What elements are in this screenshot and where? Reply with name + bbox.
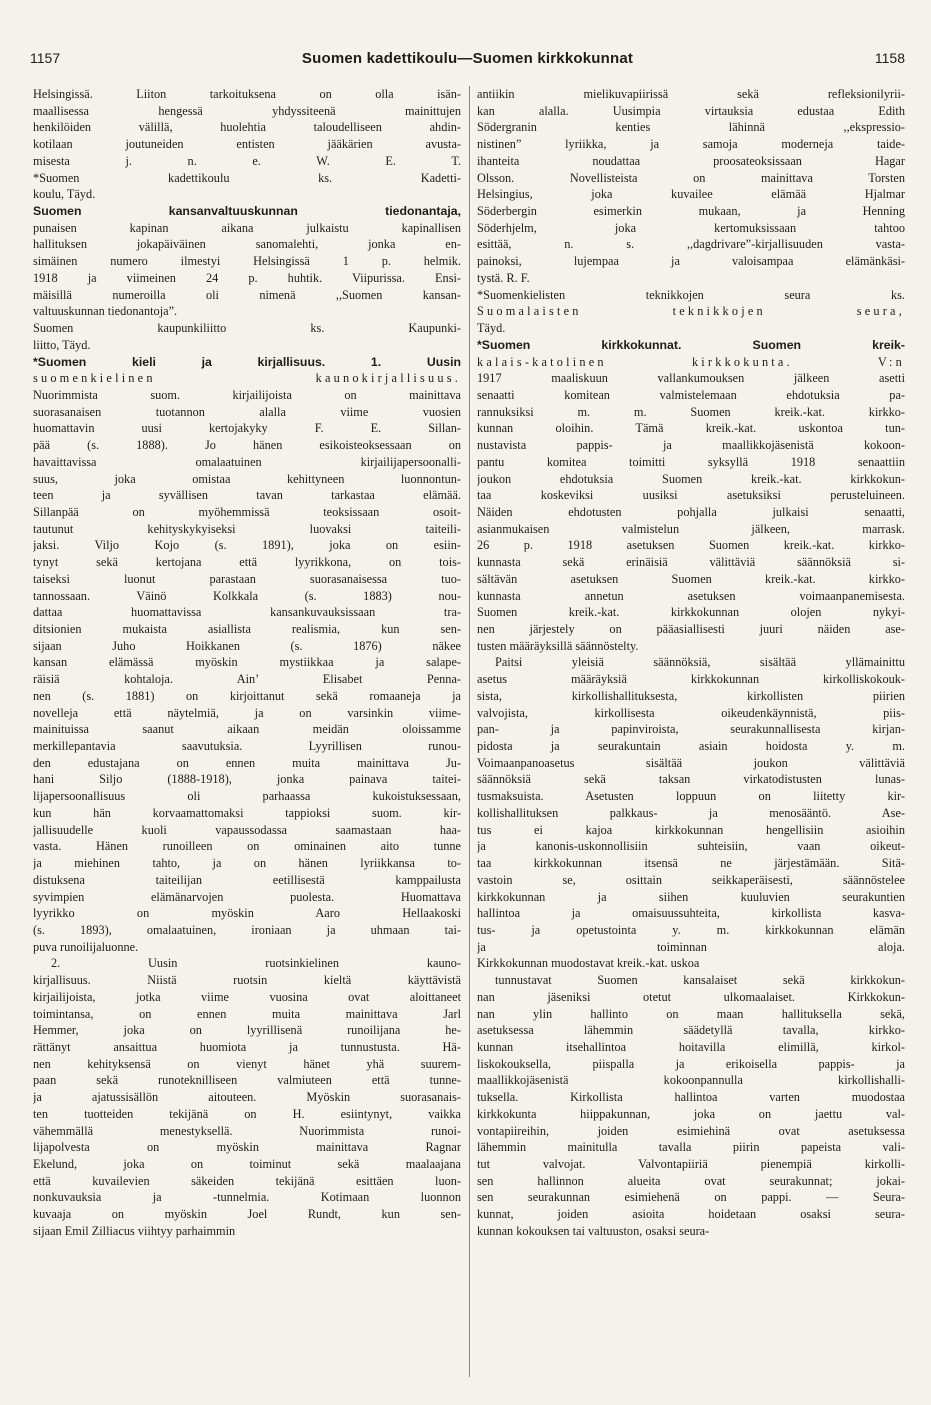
right-text-line: kunnan oloihin. Tämä kreik.-kat. uskontoa tun- bbox=[477, 421, 905, 436]
right-text-line: kunnasta annetun asetuksen voimaanpanemisesta. bbox=[477, 588, 905, 603]
left-text-line: että kuvailevien säkeiden tekijänä esittäen luon- bbox=[33, 1173, 461, 1188]
right-text-line: säännöksiä sekä taksan virkatodistusten lunas- bbox=[477, 772, 905, 787]
right-text-line: Söderhjelm, joka kertomuksissaan tahtoo bbox=[477, 220, 905, 235]
left-text-line: teen ja syvällisen tavan tarkastaa elämää. bbox=[33, 488, 461, 503]
right-text-line: Suomen kreik.-kat. kirkkokunnan olojen nykyi- bbox=[477, 605, 905, 620]
right-text-line: maallikkojäsenistä kokoonpannulla kirkollishalli- bbox=[477, 1073, 905, 1088]
right-text-line: Olsson. Novellisteista on mainittava Torsten bbox=[477, 170, 905, 185]
left-text-line: jallisuudelle kuoli vapaussodassa saamastaan haa- bbox=[33, 822, 461, 837]
left-text-line: ja ajatussisällön aitouteen. Myöskin suorasanais- bbox=[33, 1090, 461, 1105]
right-text-line: *Suomen kirkkokunnat. Suomen kreik- bbox=[477, 337, 905, 352]
left-text-line: Hemmer, joka on lyyrillisenä runoilijana he- bbox=[33, 1023, 461, 1038]
right-text-line: lähemmin mainitulla tavalla piirin papeista vali- bbox=[477, 1140, 905, 1155]
running-title bbox=[302, 50, 633, 67]
right-text-line: sältävän asetuksen Suomen kreik.-kat. kirkko- bbox=[477, 571, 905, 586]
text-columns bbox=[33, 86, 905, 1377]
right-text-line: sen hallinnon alueita ovat seurakunnat; jokai- bbox=[477, 1173, 905, 1188]
left-page-number: 1157 bbox=[30, 50, 61, 66]
right-text-line: tut valvojat. Valvontapiiriä pienempiä kirkolli- bbox=[477, 1157, 905, 1171]
right-text-line: taa koskeviksi uusiksi asetuksiksi perusteluineen. bbox=[477, 488, 905, 503]
left-text-line: kirjailijoista, jotka viime vuosina ovat aloittaneet bbox=[33, 989, 461, 1004]
right-text-line: kunnasta sekä erinäisiä välittäviä säännöksiä si- bbox=[477, 555, 905, 570]
left-text-line: vasta. Hänen runoilleen on ominainen aito tunne bbox=[33, 839, 461, 854]
left-text-line: kirjallisuus. Niistä ruotsin kieltä käyttävistä bbox=[33, 973, 461, 988]
right-text-line: sista, kirkollishallituksesta, kirkollisten piirien bbox=[477, 688, 905, 703]
left-text-line: maallisessa hengessä yhdyssiteenä mainittujen bbox=[33, 103, 461, 118]
right-text-line: tunnustavat Suomen kansalaiset sekä kirkkokun- bbox=[495, 973, 905, 988]
left-text-line: suus, joka omistaa kehittyneen luonnontun- bbox=[33, 471, 461, 486]
left-text-line: suorasanaisen tuotannon alalla viime vuosien bbox=[33, 404, 461, 419]
left-text-line: kuvaaja on myöskin Joel Rundt, kun sen- bbox=[33, 1207, 461, 1222]
left-text-line: punaisen kapinan aikana julkaistu kapinallisen bbox=[33, 220, 461, 235]
right-text-line: joukon ehdotuksia Suomen kreik.-kat. kirkkokun- bbox=[477, 471, 905, 486]
right-text-line: antiikin mielikuvapiirissä sekä refleksionilyrii- bbox=[477, 87, 905, 101]
right-text-line: liskokouksella, piispalla ja erikoisella pappis- ja bbox=[477, 1056, 905, 1071]
left-text-line: syvimpien elämänarvojen puolesta. Huomattava bbox=[33, 889, 461, 904]
left-text-line: (s. 1893), omalaatuinen, ironiaan ja uhmaan tai- bbox=[33, 922, 461, 937]
right-text-line: Suomalaisten teknikkojen seura, bbox=[477, 304, 905, 319]
right-text-line: ihanteita noudattaa proosateoksissaan Hagar bbox=[477, 153, 905, 168]
right-text-line: tus ei kajoa kirkkokunnan hengellisiin asioihin bbox=[477, 822, 905, 837]
right-text-line: nen järjestely on pääasiallisesti juuri näiden ase- bbox=[477, 622, 905, 636]
right-text-line: Helsingius, joka kuvailee elämää Hjalmar bbox=[477, 187, 905, 202]
right-text-line: nustavista pappis- ja maallikkojäsenistä kokoon- bbox=[477, 438, 905, 453]
left-text-line: sijaan Juho Hoikkanen (s. 1876) näkee bbox=[33, 638, 461, 653]
right-text-line: kan alalla. Uusimpia virtauksia edustaa Edith bbox=[477, 103, 905, 118]
right-text-line: kalais-katolinen kirkkokunta. V:n bbox=[477, 354, 905, 369]
left-text-line: distuksena taiteilijan eetillisestä kamppailusta bbox=[33, 872, 461, 887]
left-text-line: misesta j. n. e. W. E. T. bbox=[33, 153, 461, 168]
left-text-line: Ekelund, joka on toiminut sekä maalaajana bbox=[33, 1157, 461, 1171]
left-text-line: den edustajana on ennen muita mainittava Ju- bbox=[33, 755, 461, 770]
right-text-line: pan- ja papinviroista, seurakunnallisesta kirjan- bbox=[477, 722, 905, 737]
right-text-line: tus- ja opetustointa y. m. kirkkokunnan elämän bbox=[477, 922, 905, 937]
left-text-line: mäisillä numeroilla oli nimenä ,,Suomen kansan- bbox=[33, 287, 461, 302]
right-text-line: pantu komitea toimitti syksyllä 1918 senaattiin bbox=[477, 454, 905, 469]
running-title-left: Suomen kadettikoulu bbox=[301, 50, 458, 67]
right-text-line: Södergranin kenties lähinnä ,,ekspressio- bbox=[477, 120, 905, 135]
right-text-line: 26 p. 1918 asetuksen Suomen kreik.-kat. kirkko- bbox=[477, 538, 905, 553]
right-page-number: 1158 bbox=[874, 50, 905, 66]
right-text-line: rannuksiksi m. m. Suomen kreik.-kat. kirkko- bbox=[477, 404, 905, 419]
right-text-line: ja kanonis-uskonnollisiin suhteisiin, vaan oikeut- bbox=[477, 839, 905, 854]
left-text-line: pää (s. 1888). Jo hänen esikoisteoksessaan on bbox=[33, 438, 461, 453]
left-text-line: räisiä kohtaloja. Ain’ Elisabet Penna- bbox=[33, 672, 461, 687]
right-text-line: taa kirkkokunnan itsensä ne järjestämään. Sitä- bbox=[477, 856, 905, 871]
left-text-line: Suomen kaupunkiliitto ks. Kaupunki- bbox=[33, 321, 461, 336]
left-text-line: Suomen kansanvaltuuskunnan tiedonantaja, bbox=[33, 204, 461, 219]
right-text-line: ja toiminnan aloja. bbox=[477, 939, 905, 954]
left-text-line: dattaa huomattavissa kansankuvauksissaan tra- bbox=[33, 605, 461, 620]
left-text-line: nonkuvauksia ja -tunnelmia. Kotimaan luonnon bbox=[33, 1190, 461, 1205]
left-text-line: nen kehityksensä on vienyt hänet yhä suurem- bbox=[33, 1056, 461, 1071]
running-title-right: Suomen kirkkokunnat bbox=[472, 50, 634, 67]
left-text-line: valtuuskunnan tiedonantoja”. bbox=[33, 304, 178, 319]
right-text-line: kunnan kokouksen tai valtuuston, osaksi seura- bbox=[477, 1223, 710, 1238]
right-text-line: kirkkokunta hiippakunnan, joka on jaettu val- bbox=[477, 1106, 905, 1121]
left-text-line: kun hän korvaamattomaksi tappioksi suom. kir- bbox=[33, 805, 461, 820]
left-text-line: tautunut kehityskykyiseksi luovaksi taiteili- bbox=[33, 521, 461, 536]
left-text-line: paan sekä runoteknilliseen valmiuteen että tunne- bbox=[33, 1073, 461, 1088]
left-text-line: Nuorimmista suom. kirjailijoista on mainittava bbox=[33, 387, 461, 402]
left-text-line: havaittavissa omalaatuinen kirjailijapersoonalli- bbox=[33, 454, 461, 469]
left-text-line: mainituissa saanut aikaan meidän oloissamme bbox=[33, 722, 461, 737]
right-text-line: kirkkokunnan ja siihen kuuluvien seurakuntien bbox=[477, 889, 905, 904]
left-text-line: suomenkielinen kaunokirjallisuus. bbox=[33, 371, 461, 386]
left-text-line: ditsionien mukaista asiallista realismia, kun sen- bbox=[33, 622, 461, 636]
left-text-line: lyyrikko on myöskin Aaro Hellaakoski bbox=[33, 906, 461, 921]
left-text-line: Sillanpää on myöhemmissä teoksissaan osoit- bbox=[33, 504, 461, 519]
right-text-line: vontapiireihin, joiden esimiehinä ovat asetuksessa bbox=[477, 1123, 905, 1138]
left-text-line: 1918 ja viimeinen 24 p. huhtik. Viipurissa. Ensi- bbox=[33, 270, 461, 285]
left-text-line: *Suomen kieli ja kirjallisuus. 1. Uusin bbox=[33, 354, 461, 369]
left-text-line: merkillepantavia saavutuksia. Lyyrillisen runou- bbox=[33, 739, 461, 754]
page-header bbox=[30, 50, 905, 74]
right-text-line: Söderbergin esimerkin mukaan, ja Henning bbox=[477, 204, 905, 219]
right-text-line: vastoin se, osittain seikkaperäisesti, säännöstelee bbox=[477, 872, 905, 887]
right-text-line: kunnan itsehallintoa hoitavilla elimillä, kirkol- bbox=[477, 1039, 905, 1054]
right-text-line: tusten määräyksillä säännöstelty. bbox=[477, 638, 639, 653]
right-text-line: kollishallituksen palkkaus- ja menosääntö. Ase- bbox=[477, 805, 905, 820]
left-text-line: kansan elämässä myöskin mystiikkaa ja salape- bbox=[33, 655, 461, 670]
right-text-line: Paitsi yleisiä säännöksiä, sisältää yllämainittu bbox=[495, 655, 905, 670]
left-column bbox=[33, 86, 469, 1377]
left-text-line: ja miehinen tahto, ja on hänen lyriikkansa to- bbox=[33, 856, 461, 871]
left-text-line: toimintansa, on ennen muita mainittava Jarl bbox=[33, 1006, 461, 1021]
right-text-line: Kirkkokunnan muodostavat kreik.-kat. uskoa bbox=[477, 956, 700, 971]
left-text-line: henkilöiden välillä, huolehtia taloudelliseen ahdin- bbox=[33, 120, 461, 135]
left-text-line: nen (s. 1881) on kirjoittanut sekä romaaneja ja bbox=[33, 688, 461, 703]
left-text-line: lijapersoonallisuus oli parhaassa kukoistuksessaan, bbox=[33, 789, 461, 804]
left-text-line: ten tuotteiden tekijänä on H. esiintynyt, vaikka bbox=[33, 1106, 461, 1121]
right-text-line: Täyd. bbox=[477, 321, 506, 336]
left-text-line: Helsingissä. Liiton tarkoituksena on olla isän- bbox=[33, 87, 461, 101]
right-text-line: Voimaanpanoasetus sisältää joukon välittäviä bbox=[477, 755, 905, 770]
right-text-line: tuksella. Kirkollista hallintoa varten muodostaa bbox=[477, 1090, 905, 1105]
right-text-line: valvojista, kirkollisesta oikeudenkäynnistä, piis- bbox=[477, 705, 905, 720]
left-text-line: *Suomen kadettikoulu ks. Kadetti- bbox=[33, 170, 461, 185]
left-text-line: liitto, Täyd. bbox=[33, 337, 91, 352]
right-text-line: painoksi, lujempaa ja valoisampaa elämänkäsi- bbox=[477, 254, 905, 269]
left-text-line: puva runoilijaluonne. bbox=[33, 939, 139, 954]
left-text-line: sijaan Emil Zilliacus viihtyy parhaimmin bbox=[33, 1223, 236, 1238]
left-text-line: rättänyt ansaittua huomiota ja tunnustusta. Hä- bbox=[33, 1039, 461, 1054]
right-text-line: Näiden ehdotusten pohjalla julkaisi senaatti, bbox=[477, 504, 905, 519]
right-text-line: senaatti komitean valmistelemaan ehdotuksia pa- bbox=[477, 387, 905, 402]
right-text-line: nan jäseniksi otetut ulkomaalaiset. Kirkkokun- bbox=[477, 989, 905, 1004]
right-text-line: tystä. R. F. bbox=[477, 270, 530, 285]
left-text-line: huomattavin uusi kertojakyky F. E. Sillan- bbox=[33, 421, 461, 436]
right-text-line: tusmaksuista. Asetusten loppuun on liitetty kir- bbox=[477, 789, 905, 804]
right-text-line: nan ylin hallinto on maan hallituksella sekä, bbox=[477, 1006, 905, 1021]
right-text-line: asetuksessa lähemmin säädetyllä tavalla, kirkko- bbox=[477, 1023, 905, 1038]
left-text-line: tannossaan. Väinö Kolkkala (s. 1883) nou- bbox=[33, 588, 461, 603]
left-text-line: simäinen numero ilmestyi Helsingissä 1 p. helmik. bbox=[33, 254, 461, 269]
left-text-line: hani Siljo (1888-1918), jonka painava taitei- bbox=[33, 772, 461, 787]
right-text-line: sen seurakunnan esimiehenä on pappi. — Seura- bbox=[477, 1190, 905, 1205]
left-text-line: kotilaan joutuneiden entisten jääkärien avusta- bbox=[33, 137, 461, 152]
right-text-line: asetus määräyksiä kirkkokunnan kirkolliskokouk- bbox=[477, 672, 905, 687]
left-text-line: jaksi. Viljo Kojo (s. 1891), joka on esiin- bbox=[33, 538, 461, 553]
right-text-line: nistinen” lyriikka, ja samoja moderneja taide- bbox=[477, 137, 905, 152]
left-text-line: tynyt sekä kertojana että lyyrikkona, on tois- bbox=[33, 555, 461, 570]
left-text-line: 2. Uusin ruotsinkielinen kauno- bbox=[51, 956, 461, 971]
left-text-line: hallituksen jokapäiväinen sanomalehti, jonka en- bbox=[33, 237, 461, 252]
left-text-line: taiseksi luonut parastaan suorasanaisessa tuo- bbox=[33, 571, 461, 586]
right-text-line: asianmukaisen valmistelun jälkeen, marrask. bbox=[477, 521, 905, 536]
right-text-line: hallintoa ja omaisuussuhteita, kirkollista kasva- bbox=[477, 906, 905, 921]
left-text-line: vähemmällä menestyksellä. Nuorimmista runoi- bbox=[33, 1123, 461, 1138]
right-text-line: kunnat, joiden asioita hoidetaan osaksi seura- bbox=[477, 1207, 905, 1222]
running-title-dash: — bbox=[457, 50, 473, 67]
left-text-line: lijapolvesta on myöskin mainittava Ragnar bbox=[33, 1140, 461, 1155]
right-text-line: pidosta ja seurakuntain asiain hoidosta y. m. bbox=[477, 739, 905, 754]
right-column bbox=[469, 86, 905, 1377]
right-text-line: *Suomenkielisten teknikkojen seura ks. bbox=[477, 287, 905, 302]
left-text-line: koulu, Täyd. bbox=[33, 187, 96, 202]
right-text-line: 1917 maaliskuun vallankumouksen jälkeen asetti bbox=[477, 371, 905, 386]
left-text-line: novelleja että näytelmiä, ja on varsinkin viime- bbox=[33, 705, 461, 720]
right-text-line: esittää, n. s. ,,dagdrivare”-kirjallisuuden vasta- bbox=[477, 237, 905, 252]
